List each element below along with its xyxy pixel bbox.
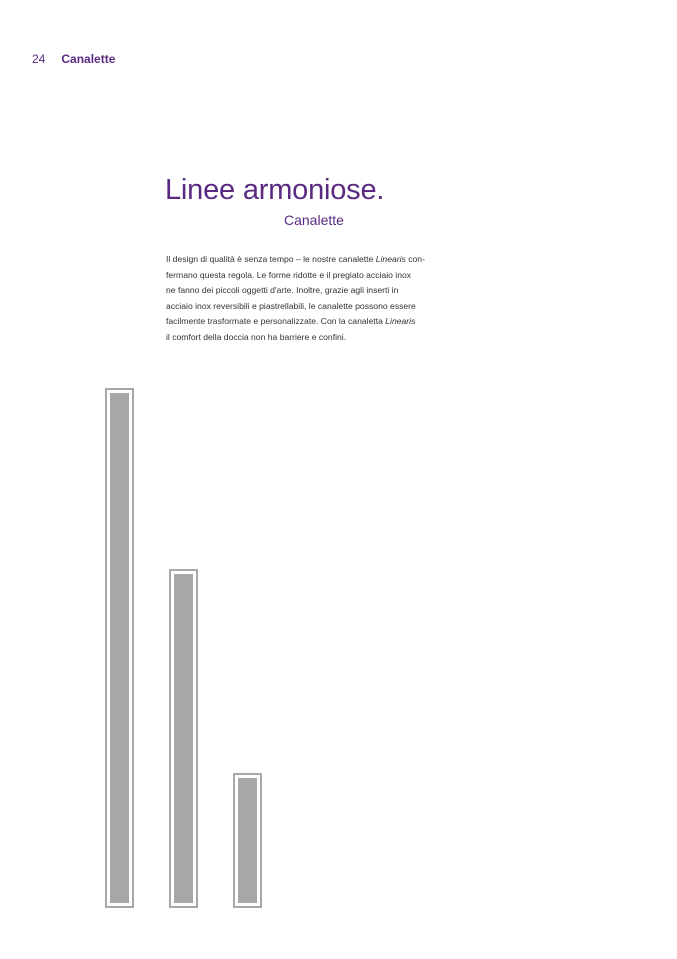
- body-text-segment: facilmente trasformate e personalizzate. Con la canaletta: [166, 316, 386, 326]
- drain-channel-insert: [174, 574, 193, 903]
- body-text-segment: Il design di qualità è senza tempo – le nostre canalette: [166, 254, 376, 264]
- body-line: fermano questa regola. Le forme ridotte e il pregiato acciaio inox: [166, 269, 412, 280]
- body-line: il comfort della doccia non ha barriere e confini.: [166, 331, 347, 342]
- section-name: Canalette: [61, 52, 116, 66]
- page-subtitle: Canalette: [284, 212, 344, 228]
- drain-channel-insert: [110, 393, 129, 903]
- page-number: 24: [32, 52, 46, 66]
- drain-channel-illustration-short: [233, 773, 262, 908]
- body-line: ne fanno dei piccoli oggetti d'arte. Inoltre, grazie agli inserti in: [166, 285, 399, 295]
- body-line: acciaio inox reversibili e piastrellabili, le canalette possono essere: [166, 300, 416, 311]
- body-line: [166, 252, 456, 268]
- body-paragraph: [166, 252, 456, 345]
- page-header: [32, 52, 115, 66]
- page-title: Linee armoniose.: [165, 174, 385, 206]
- drain-channel-insert: [238, 778, 257, 903]
- body-line: [166, 314, 456, 330]
- product-name-emphasis: Linearis: [385, 316, 416, 326]
- product-name-emphasis: Linearis: [375, 254, 406, 264]
- drain-channel-illustration-long: [105, 388, 134, 908]
- drain-channel-illustration-medium: [169, 569, 198, 908]
- body-text-segment: con-: [405, 254, 425, 264]
